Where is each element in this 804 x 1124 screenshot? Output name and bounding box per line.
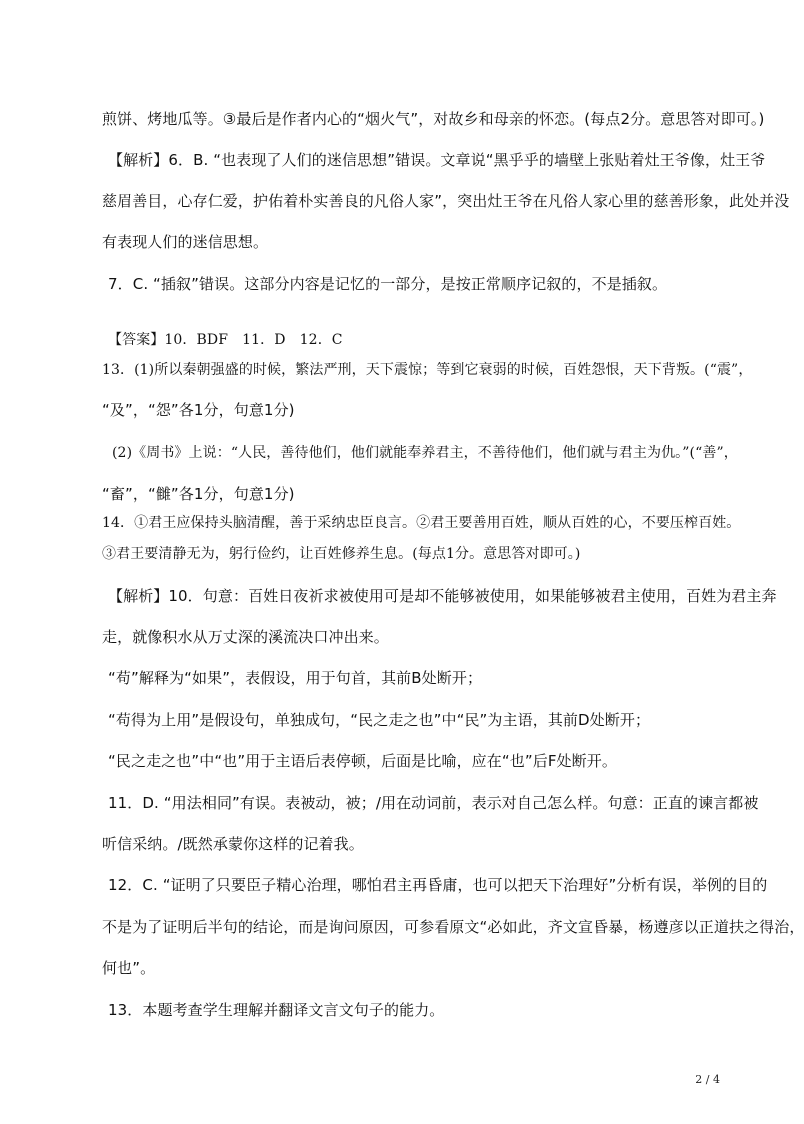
analysis-11-line-1: 11．D. “用法相同”有误。表被动，被；/用在动词前，表示对自己怎么样。句意：正直的谏言都被 [108,794,759,812]
q14-line-1: 14．①君王应保持头脑清醒，善于采纳忠臣良言。②君王要善用百姓，顺从百姓的心，不要压榨百姓。 [102,515,741,531]
analysis-10-line-5: “民之走之也”中“也”用于主语后表停顿，后面是比喻，应在“也”后F处断开。 [108,752,617,770]
q14-line-2: ③君王要清静无为，躬行俭约，让百姓修养生息。(每点1分。意思答对即可。) [102,546,581,562]
analysis-10-line-1: 【解析】10．句意：百姓日夜祈求被使用可是却不能够被使用，如果能够被君主使用，百姓为君主奔 [108,587,777,605]
analysis-6-line-2: 慈眉善目，心存仁爱，护佑着朴实善良的凡俗人家”，突出灶王爷在凡俗人家心里的慈善形象，此处并没 [102,192,790,210]
analysis-12-line-2: 不是为了证明后半句的结论，而是询问原因，可参看原文“必如此，齐文宣昏暴，杨遵彦以正道扶之得治， [102,918,804,936]
q13-line-1: 13．(1)所以秦朝强盛的时候，繁法严刑，天下震惊；等到它衰弱的时候，百姓怨恨，天下背叛。(“震”， [102,362,753,378]
analysis-11-line-2: 听信采纳。/既然承蒙你这样的记着我。 [102,835,364,853]
analysis-10-line-2: 走，就像积水从万丈深的溪流决口冲出来。 [102,628,389,646]
analysis-13-line: 13．本题考查学生理解并翻译文言文句子的能力。 [108,1001,445,1019]
page-number: 2 / 4 [695,1073,720,1086]
analysis-6-line-1: 【解析】6．B. “也表现了人们的迷信思想”错误。文章说“黑乎乎的墙壁上张贴着灶王爷像，灶王爷 [108,151,766,169]
analysis-7-line: 7．C. “插叙”错误。这部分内容是记忆的一部分，是按正常顺序记叙的，不是插叙。 [108,275,668,293]
q13-line-2: “及”，“怨”各1分，句意1分) [102,401,295,419]
analysis-10-line-4: “苟得为上用”是假设句，单独成句，“民之走之也”中“民”为主语，其前D处断开； [108,711,651,729]
analysis-12-line-1: 12．C. “证明了只要臣子精心治理，哪怕君主再昏庸，也可以把天下治理好”分析有误，举例的目的 [108,876,768,894]
analysis-12-line-3: 何也”。 [102,959,156,977]
text-line-1: 煎饼、烤地瓜等。③最后是作者内心的“烟火气”，对故乡和母亲的怀恋。(每点2分。意思答对即可。) [102,110,765,128]
q13-2-line-2: “畜”，“雠”各1分，句意1分) [102,485,295,503]
analysis-6-line-3: 有表现人们的迷信思想。 [102,233,269,251]
q13-2-line-1: (2)《周书》上说：“人民，善待他们，他们就能奉养君主，不善待他们，他们就与君主为仇。”(“善”， [112,445,738,461]
analysis-10-line-3: “苟”解释为“如果”，表假设，用于句首，其前B处断开； [108,669,483,687]
answer-line: 【答案】10．BDF 11．D 12．C [108,332,343,348]
